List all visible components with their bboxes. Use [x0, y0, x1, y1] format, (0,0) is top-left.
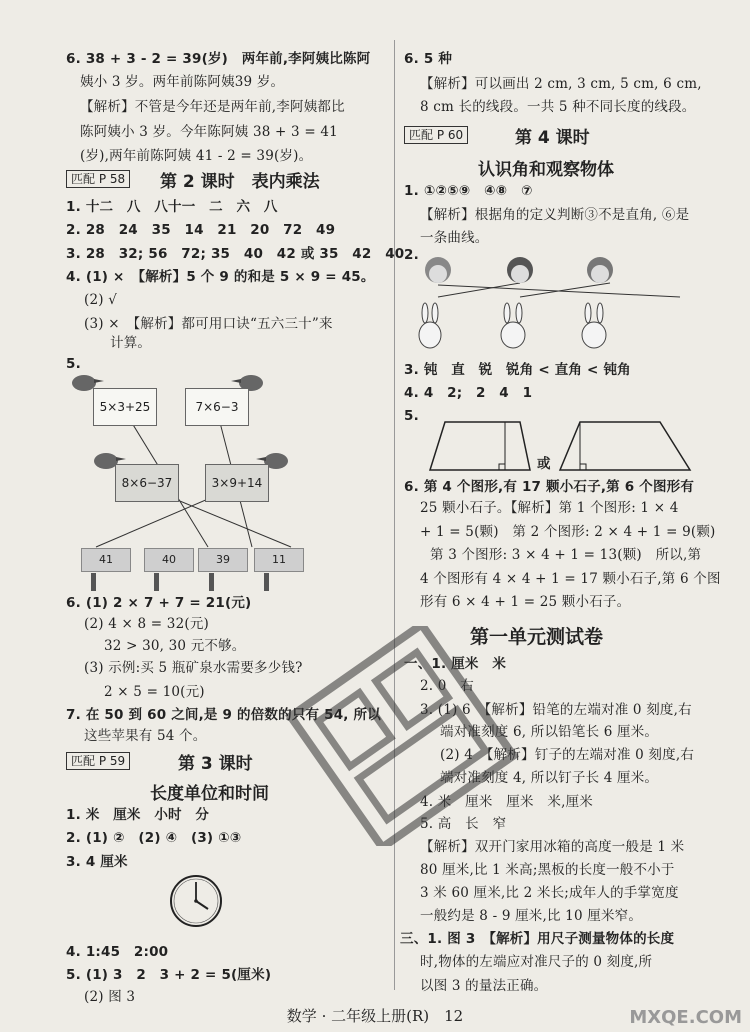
l3-line5: 5. (1) 3 2 3 + 2 = 5(厘米) — [66, 967, 272, 983]
l2-line10: 32 > 30, 30 元不够。 — [104, 638, 246, 654]
r-line13: + 1 = 5(颗) 第 2 个图形: 2 × 4 + 1 = 9(颗) — [420, 524, 716, 540]
lesson3-subtitle: 长度单位和时间 — [150, 784, 269, 804]
clock-icon — [168, 873, 224, 929]
r-line30: 时,物体的左端应对准尺子的 0 刻度,所 — [420, 954, 653, 970]
envelope-card-3: 8×6−37 — [115, 464, 179, 502]
r-line27: 3 米 60 厘米,比 2 米长;成年人的手掌宽度 — [420, 885, 679, 901]
child-face-icon — [425, 257, 451, 283]
r-line6: 一条曲线。 — [420, 230, 489, 246]
mailbox-4: 11 — [254, 548, 304, 572]
l2-line3: 3. 28 32; 56 72; 35 40 42 或 35 42 40 — [66, 246, 405, 262]
l2-line6: (3) × 【解析】都可用口诀“五六三十”来 — [84, 316, 333, 332]
r-line1: 6. 5 种 — [404, 51, 453, 67]
page-ref-58: 匹配 P 58 — [66, 170, 130, 188]
r-line20: 端对准刻度 6, 所以铅笔长 6 厘米。 — [440, 724, 659, 740]
r-line8: 3. 钝 直 锐 锐角 < 直角 < 钝角 — [404, 362, 631, 378]
mailbox-1: 41 — [81, 548, 131, 572]
r-line15: 4 个图形有 4 × 4 + 1 = 17 颗小石子,第 6 个图 — [420, 571, 721, 587]
r-line29: 三、1. 图 3 【解析】用尺子测量物体的长度 — [400, 931, 675, 947]
l2-line8: 6. (1) 2 × 7 + 7 = 21(元) — [66, 595, 252, 611]
l3-line4: 4. 1:45 2:00 — [66, 944, 169, 960]
page-ref-60: 匹配 P 60 — [404, 126, 468, 144]
r-line22: 端对准刻度 4, 所以钉子长 4 厘米。 — [440, 770, 659, 786]
l3-line6: (2) 图 3 — [84, 989, 136, 1005]
lesson2-title: 第 2 课时 表内乘法 — [160, 172, 320, 192]
l2-line2: 2. 28 24 35 14 21 20 72 49 — [66, 222, 336, 238]
r-line16: 形有 6 × 4 + 1 = 25 颗小石子。 — [420, 594, 631, 610]
rabbit-icon — [582, 303, 606, 348]
post-icon — [154, 573, 159, 591]
or-label: 或 — [537, 456, 551, 472]
r-line11: 6. 第 4 个图形,有 17 颗小石子,第 6 个图形有 — [404, 479, 695, 495]
l2-q5-label: 5. — [66, 356, 81, 372]
q6-line5: (岁),两年前陈阿姨 41 - 2 = 39(岁)。 — [80, 148, 313, 164]
q6-line4: 陈阿姨小 3 岁。今年陈阿姨 38 + 3 = 41 — [80, 124, 338, 140]
r-line23: 4. 米 厘米 厘米 米,厘米 — [420, 794, 593, 810]
r-line31: 以图 3 的量法正确。 — [420, 978, 548, 994]
r-line9: 4. 4 2; 2 4 1 — [404, 385, 533, 401]
l2-line12: 2 × 5 = 10(元) — [104, 684, 205, 700]
stamp-watermark-icon — [282, 626, 522, 846]
post-icon — [209, 573, 214, 591]
r-line19: 3. (1) 6 【解析】铅笔的左端对准 0 刻度,右 — [420, 702, 692, 718]
r-line18: 2. 0 右 — [420, 678, 474, 694]
r-line28: 一般约是 8 - 9 厘米,比 10 厘米窄。 — [420, 908, 643, 924]
l2-line7: 计算。 — [110, 335, 152, 351]
site-watermark: MXQE.COM — [629, 1007, 742, 1028]
r-line12: 25 颗小石子。【解析】第 1 个图形: 1 × 4 — [420, 500, 679, 516]
child-face-icon — [507, 257, 533, 283]
l2-line11: (3) 示例:买 5 瓶矿泉水需要多少钱? — [84, 660, 303, 676]
r-line25: 【解析】双开门家用冰箱的高度一般是 1 米 — [420, 839, 685, 855]
l3-line3: 3. 4 厘米 — [66, 854, 128, 870]
post-icon — [91, 573, 96, 591]
rabbit-icon — [419, 303, 441, 348]
lesson4-title: 第 4 课时 — [515, 128, 590, 148]
column-divider — [394, 40, 395, 990]
l2-line9: (2) 4 × 8 = 32(元) — [84, 616, 209, 632]
q6-line2: 姨小 3 岁。两年前陈阿姨39 岁。 — [80, 74, 285, 90]
rabbit-icon — [501, 303, 525, 348]
unit-test-title: 第一单元测试卷 — [470, 626, 604, 648]
mailbox-3: 39 — [198, 548, 248, 572]
r-line3: 8 cm 长的线段。一共 5 种不同长度的线段。 — [420, 99, 696, 115]
trapezoid-figure — [410, 420, 710, 475]
r-line2: 【解析】可以画出 2 cm, 3 cm, 5 cm, 6 cm, — [420, 76, 702, 92]
child-face-icon — [587, 257, 613, 283]
l3-line1: 1. 米 厘米 小时 分 — [66, 807, 210, 823]
r-line7: 2. — [404, 247, 419, 263]
r-line24: 5. 高 长 窄 — [420, 816, 507, 832]
r-line21: (2) 4 【解析】钉子的左端对准 0 刻度,右 — [440, 747, 695, 763]
r-line17: 一、1. 厘米 米 — [404, 656, 507, 672]
q6-line1: 6. 38 + 3 - 2 = 39(岁) 两年前,李阿姨比陈阿 — [66, 51, 371, 67]
lesson3-title: 第 3 课时 — [178, 754, 253, 774]
envelope-card-2: 7×6−3 — [185, 388, 249, 426]
q6-line3: 【解析】不管是今年还是两年前,李阿姨都比 — [80, 99, 345, 115]
page-ref-59: 匹配 P 59 — [66, 752, 130, 770]
mailbox-2: 40 — [144, 548, 194, 572]
r-line26: 80 厘米,比 1 米高;黑板的长度一般不小于 — [420, 862, 675, 878]
l3-line2: 2. (1) ② (2) ④ (3) ①③ — [66, 830, 242, 846]
post-icon — [264, 573, 269, 591]
l2-line14: 这些苹果有 54 个。 — [84, 728, 207, 744]
l2-line5: (2) √ — [84, 292, 118, 308]
r-line4: 1. ①②⑤⑨ ④⑧ ⑦ — [404, 183, 533, 199]
l2-line4: 4. (1) × 【解析】5 个 9 的和是 5 × 9 = 45。 — [66, 269, 375, 285]
page-footer: 数学 · 二年级上册(R) 12 — [286, 1007, 464, 1025]
l2-line1: 1. 十二 八 八十一 二 六 八 — [66, 199, 278, 215]
lesson4-subtitle: 认识角和观察物体 — [478, 160, 614, 180]
r-line10: 5. — [404, 408, 419, 424]
envelope-card-1: 5×3+25 — [93, 388, 157, 426]
l2-line13: 7. 在 50 到 60 之间,是 9 的倍数的只有 54, 所以 — [66, 707, 381, 723]
envelope-card-4: 3×9+14 — [205, 464, 269, 502]
observation-figure — [410, 255, 710, 355]
r-line5: 【解析】根据角的定义判断③不是直角, ⑥是 — [420, 207, 690, 223]
r-line14: 第 3 个图形: 3 × 4 + 1 = 13(颗) 所以,第 — [430, 547, 702, 563]
